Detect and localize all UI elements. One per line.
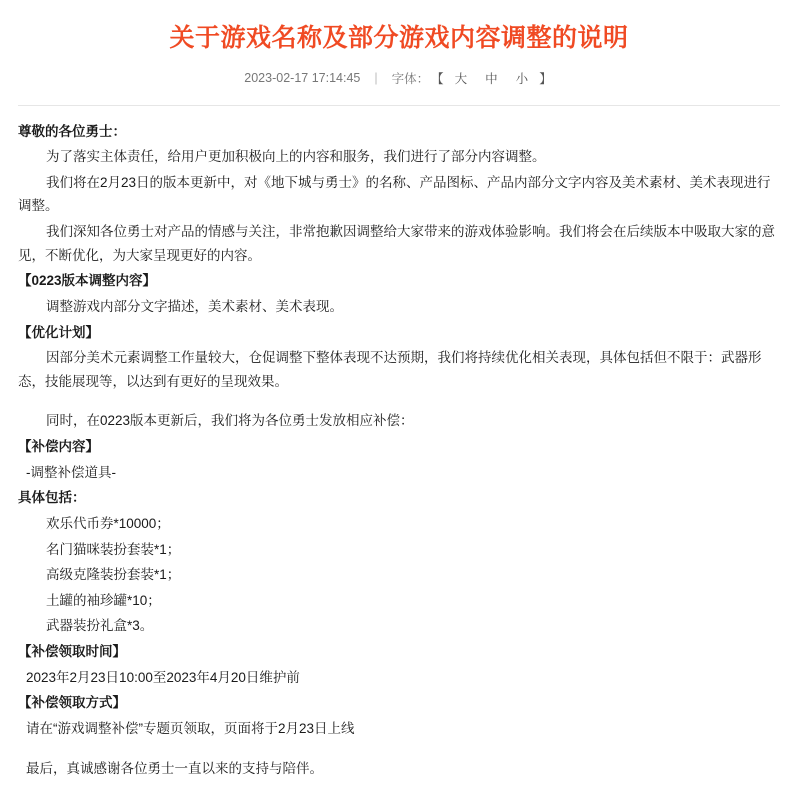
font-size-small-button[interactable]: 小 xyxy=(515,71,529,86)
intro-paragraph-3: 我们深知各位勇士对产品的情感与关注，非常抱歉因调整给大家带来的游戏体验影响。我们将会在后续版本中吸取大家的意见，不断优化，为大家呈现更好的内容。 xyxy=(18,224,775,263)
greeting-line: 尊敬的各位勇士： xyxy=(18,123,126,139)
font-size-large-button[interactable]: 大 xyxy=(454,71,468,86)
section-heading-claim-time: 【补偿领取时间】 xyxy=(18,644,126,659)
meta-separator: | xyxy=(374,70,378,85)
list-item: 土罐的袖珍罐*10； xyxy=(46,592,161,608)
list-item: 欢乐代币券*10000； xyxy=(46,515,170,531)
section-line-optimization-plan: 因部分美术元素调整工作量较大，仓促调整下整体表现不达预期，我们将持续优化相关表现，具体包括但不限于：武器形态，技能展现等，以达到有更好的呈现效果。 xyxy=(18,350,762,389)
mid-note: 同时，在0223版本更新后，我们将为各位勇士发放相应补偿： xyxy=(46,413,414,429)
publish-timestamp: 2023-02-17 17:14:45 xyxy=(244,70,361,85)
list-item: 名门猫咪装扮套装*1； xyxy=(46,541,181,557)
section-heading-compensation: 【补偿内容】 xyxy=(18,439,99,454)
bracket-left: 【 xyxy=(431,71,444,86)
section-line-version-changes: 调整游戏内部分文字描述，美术素材、美术表现。 xyxy=(46,298,343,314)
intro-paragraph-1: 为了落实主体责任，给用户更加积极向上的内容和服务，我们进行了部分内容调整。 xyxy=(46,149,546,165)
compensation-detail-label: 具体包括： xyxy=(18,490,86,506)
font-size-label: 字体： xyxy=(391,71,430,86)
page-title: 关于游戏名称及部分游戏内容调整的说明 xyxy=(169,24,629,52)
font-size-medium-button[interactable]: 中 xyxy=(485,71,498,86)
section-heading-version-changes: 【0223版本调整内容】 xyxy=(18,273,157,289)
page-header xyxy=(0,0,798,87)
closing-line: 最后，真诚感谢各位勇士一直以来的支持与陪伴。 xyxy=(26,760,323,776)
section-heading-claim-method: 【补偿领取方式】 xyxy=(18,695,126,711)
claim-time-line: 2023年2月23日10:00至2023年4月20日维护前 xyxy=(26,669,300,685)
intro-paragraph-2: 我们将在2月23日的版本更新中，对《地下城与勇士》的名称、产品图标、产品内部分文字内容及美术素材、美术表现进行调整。 xyxy=(18,174,771,214)
article-body xyxy=(0,106,798,781)
article-meta xyxy=(0,69,798,87)
spacer-1 xyxy=(18,395,780,409)
spacer-2 xyxy=(18,743,780,757)
compensation-subtitle: -调整补偿道具- xyxy=(26,464,116,480)
list-item: 武器装扮礼盒*3。 xyxy=(46,618,154,634)
section-heading-optimization-plan: 【优化计划】 xyxy=(18,324,99,340)
list-item: 高级克隆装扮套装*1； xyxy=(46,567,181,583)
bracket-right: 】 xyxy=(539,71,552,86)
claim-method-line: 请在“游戏调整补偿”专题页领取，页面将于2月23日上线 xyxy=(26,720,355,736)
